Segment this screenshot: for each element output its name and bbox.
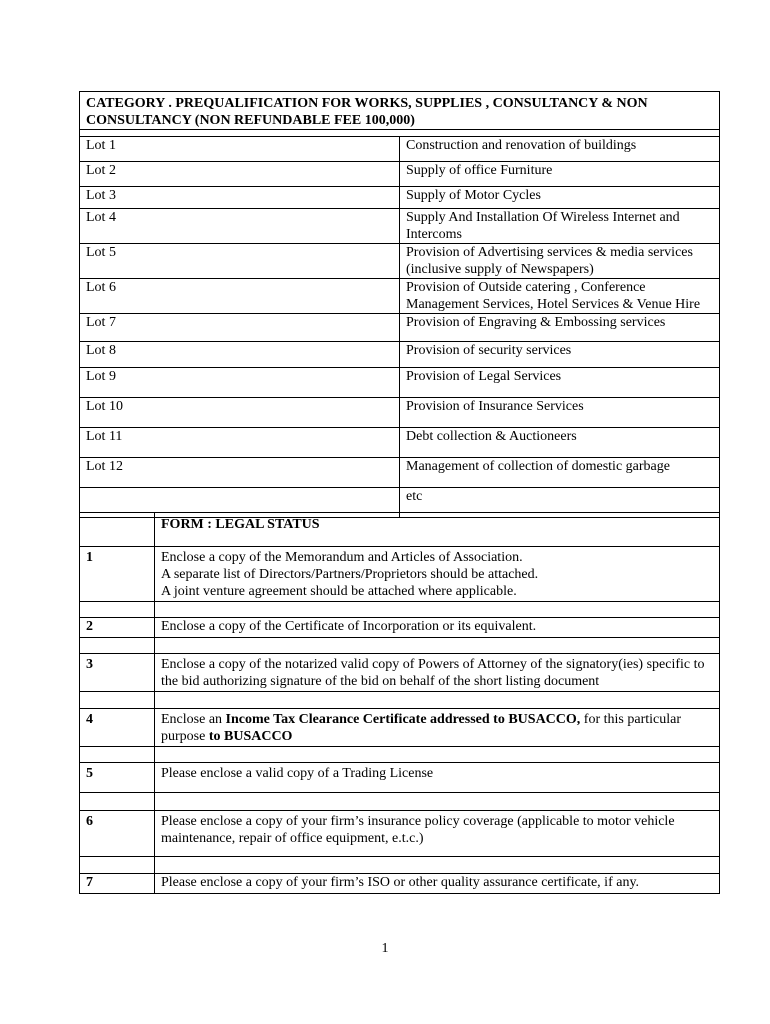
page-number: 1 xyxy=(381,941,389,956)
lot-description: Construction and renovation of buildings xyxy=(400,137,720,162)
lot-description: Provision of Insurance Services xyxy=(400,398,720,428)
lot-row xyxy=(80,342,720,368)
item-line: Enclose a copy of the Memorandum and Articles of Association. xyxy=(161,550,523,565)
spacer-row xyxy=(80,602,720,618)
item-number: 3 xyxy=(80,654,155,692)
lot-number: Lot 2 xyxy=(80,162,400,187)
legal-item-row xyxy=(80,874,720,894)
spacer-row xyxy=(80,692,720,709)
legal-status-title: FORM : LEGAL STATUS xyxy=(155,513,720,547)
legal-status-table xyxy=(79,512,720,894)
item-number: 7 xyxy=(80,874,155,894)
lot-number: Lot 7 xyxy=(80,314,400,342)
item-text: Please enclose a copy of your firm’s insurance policy coverage (applicable to motor vehicle maintenance, repair of office equipment, e.t.c.) xyxy=(155,811,720,857)
category-title: CATEGORY . PREQUALIFICATION FOR WORKS, SUPPLIES , CONSULTANCY & NON CONSULTANCY (NON REFUNDABLE FEE 100,000) xyxy=(80,92,720,130)
item-text: Enclose a copy of the Certificate of Incorporation or its equivalent. xyxy=(155,618,720,638)
lot-number: Lot 5 xyxy=(80,244,400,279)
lot-number: Lot 1 xyxy=(80,137,400,162)
legal-item-row xyxy=(80,763,720,793)
spacer-row xyxy=(80,747,720,763)
legal-header-row xyxy=(80,513,720,547)
item-number: 4 xyxy=(80,709,155,747)
legal-header-blank xyxy=(80,513,155,547)
item-text-part: Enclose an xyxy=(161,712,226,727)
item-text: Please enclose a valid copy of a Trading License xyxy=(155,763,720,793)
lot-description: Debt collection & Auctioneers xyxy=(400,428,720,458)
legal-item-row xyxy=(80,811,720,857)
lot-row xyxy=(80,314,720,342)
category-header-row xyxy=(80,92,720,130)
item-text: Please enclose a copy of your firm’s ISO or other quality assurance certificate, if any. xyxy=(155,874,720,894)
legal-item-row xyxy=(80,547,720,602)
lot-number: Lot 10 xyxy=(80,398,400,428)
lot-number: Lot 9 xyxy=(80,368,400,398)
legal-item-row xyxy=(80,654,720,692)
legal-item-row xyxy=(80,709,720,747)
lot-row xyxy=(80,137,720,162)
item-number: 5 xyxy=(80,763,155,793)
lot-description: Provision of Legal Services xyxy=(400,368,720,398)
lot-description: Supply of office Furniture xyxy=(400,162,720,187)
lot-description: Provision of Outside catering , Conference Management Services, Hotel Services & Venue Hire xyxy=(400,279,720,314)
lot-number: Lot 6 xyxy=(80,279,400,314)
lot-description: etc xyxy=(400,488,720,518)
lot-row xyxy=(80,244,720,279)
lot-description: Supply of Motor Cycles xyxy=(400,187,720,209)
item-number: 1 xyxy=(80,547,155,602)
spacer-row xyxy=(80,793,720,811)
lot-number: Lot 8 xyxy=(80,342,400,368)
item-line: A separate list of Directors/Partners/Proprietors should be attached. xyxy=(161,567,539,582)
legal-item-row xyxy=(80,618,720,638)
item-text: Enclose a copy of the notarized valid copy of Powers of Attorney of the signatory(ies) specific to the bid authorizing signature of the bid on behalf of the short listing document xyxy=(155,654,720,692)
item-text-bold: Income Tax Clearance Certificate addressed to BUSACCO, xyxy=(225,712,581,727)
lot-number: Lot 3 xyxy=(80,187,400,209)
lot-description: Provision of Engraving & Embossing services xyxy=(400,314,720,342)
lot-description: Provision of security services xyxy=(400,342,720,368)
item-text-bold: to BUSACCO xyxy=(208,729,293,744)
lot-description: Supply And Installation Of Wireless Internet and Intercoms xyxy=(400,209,720,244)
item-number: 6 xyxy=(80,811,155,857)
lot-row xyxy=(80,162,720,187)
lot-row xyxy=(80,187,720,209)
spacer-row xyxy=(80,130,720,137)
lot-row xyxy=(80,428,720,458)
spacer-row xyxy=(80,857,720,874)
spacer-row xyxy=(80,638,720,654)
item-line: A joint venture agreement should be attached where applicable. xyxy=(161,584,517,599)
item-number: 2 xyxy=(80,618,155,638)
lot-row xyxy=(80,368,720,398)
item-text xyxy=(155,709,720,747)
lot-row xyxy=(80,398,720,428)
lot-description: Management of collection of domestic garbage xyxy=(400,458,720,488)
lot-number: Lot 12 xyxy=(80,458,400,488)
lot-number: Lot 4 xyxy=(80,209,400,244)
lot-description: Provision of Advertising services & media services (inclusive supply of Newspapers) xyxy=(400,244,720,279)
lot-row xyxy=(80,209,720,244)
lot-row xyxy=(80,279,720,314)
lot-number: Lot 11 xyxy=(80,428,400,458)
category-table xyxy=(79,91,720,518)
item-text xyxy=(155,547,720,602)
item-text-part: for this particular purpose xyxy=(161,712,681,744)
lot-row xyxy=(80,458,720,488)
